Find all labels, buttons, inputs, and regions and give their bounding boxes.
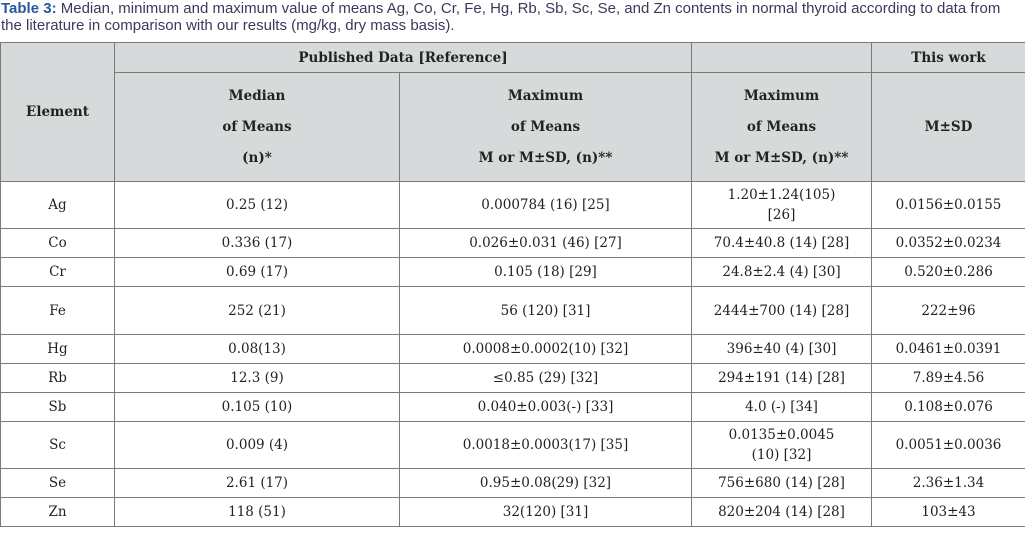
caption-label: Table 3: <box>1 0 57 17</box>
header-median-line2: of Means <box>222 118 292 135</box>
cell-element: Se <box>1 469 115 498</box>
cell-minimum: 0.000784 (16) [25] <box>400 182 692 229</box>
cell-maximum <box>692 422 872 469</box>
cell-element: Ag <box>1 182 115 229</box>
cell-element: Hg <box>1 335 115 364</box>
table-row <box>1 287 1025 335</box>
cell-maximum-line2: [26] <box>767 207 796 223</box>
table-row <box>1 469 1025 498</box>
cell-maximum: 4.0 (-) [34] <box>692 393 872 422</box>
table-row <box>1 335 1025 364</box>
header-row-columns <box>1 73 1025 182</box>
cell-this-work: 0.0156±0.0155 <box>872 182 1025 229</box>
cell-minimum: 0.0008±0.0002(10) [32] <box>400 335 692 364</box>
cell-this-work: 7.89±4.56 <box>872 364 1025 393</box>
cell-median: 0.69 (17) <box>115 258 400 287</box>
header-element: Element <box>1 43 115 182</box>
cell-median: 0.009 (4) <box>115 422 400 469</box>
cell-element: Sc <box>1 422 115 469</box>
table-caption <box>1 0 1021 34</box>
header-minimum <box>400 73 692 182</box>
cell-this-work: 0.0461±0.0391 <box>872 335 1025 364</box>
cell-minimum: ≤0.85 (29) [32] <box>400 364 692 393</box>
cell-maximum: 24.8±2.4 (4) [30] <box>692 258 872 287</box>
cell-element: Cr <box>1 258 115 287</box>
cell-median: 0.08(13) <box>115 335 400 364</box>
cell-maximum <box>692 182 872 229</box>
cell-minimum: 32(120) [31] <box>400 498 692 527</box>
cell-this-work: 2.36±1.34 <box>872 469 1025 498</box>
table-row <box>1 258 1025 287</box>
cell-this-work: 0.108±0.076 <box>872 393 1025 422</box>
header-maximum <box>692 73 872 182</box>
cell-maximum: 2444±700 (14) [28] <box>692 287 872 335</box>
thyroid-elements-table <box>0 42 1025 527</box>
cell-median: 0.25 (12) <box>115 182 400 229</box>
cell-element: Rb <box>1 364 115 393</box>
header-median-line1: Median <box>228 87 286 104</box>
cell-median: 0.336 (17) <box>115 229 400 258</box>
cell-element: Sb <box>1 393 115 422</box>
header-median-line3: (n)* <box>242 149 272 166</box>
header-this-work: This work <box>872 43 1025 73</box>
cell-median: 12.3 (9) <box>115 364 400 393</box>
cell-maximum: 294±191 (14) [28] <box>692 364 872 393</box>
cell-minimum: 0.95±0.08(29) [32] <box>400 469 692 498</box>
cell-element: Co <box>1 229 115 258</box>
cell-minimum: 0.105 (18) [29] <box>400 258 692 287</box>
header-max-line1: Maximum <box>743 87 820 104</box>
cell-maximum-line2: (10) [32] <box>751 447 812 463</box>
cell-median: 118 (51) <box>115 498 400 527</box>
cell-maximum: 756±680 (14) [28] <box>692 469 872 498</box>
cell-element: Zn <box>1 498 115 527</box>
header-this-work-msd: M±SD <box>872 73 1025 182</box>
table-row <box>1 229 1025 258</box>
header-max-line3: M or M±SD, (n)** <box>714 149 849 166</box>
table-row <box>1 498 1025 527</box>
cell-maximum: 820±204 (14) [28] <box>692 498 872 527</box>
cell-this-work: 103±43 <box>872 498 1025 527</box>
table-row <box>1 364 1025 393</box>
cell-maximum-line1: 0.0135±0.0045 <box>728 427 835 443</box>
header-max-line2: of Means <box>746 118 817 135</box>
cell-maximum: 70.4±40.8 (14) [28] <box>692 229 872 258</box>
cell-maximum: 396±40 (4) [30] <box>692 335 872 364</box>
header-published-data: Published Data [Reference] <box>115 43 692 73</box>
cell-minimum: 0.0018±0.0003(17) [35] <box>400 422 692 469</box>
header-median <box>115 73 400 182</box>
cell-minimum: 0.040±0.003(-) [33] <box>400 393 692 422</box>
cell-median: 0.105 (10) <box>115 393 400 422</box>
cell-this-work: 0.520±0.286 <box>872 258 1025 287</box>
header-blank <box>692 43 872 73</box>
table-row <box>1 393 1025 422</box>
table-row <box>1 422 1025 469</box>
cell-this-work: 0.0352±0.0234 <box>872 229 1025 258</box>
cell-maximum-line1: 1.20±1.24(105) <box>727 187 836 203</box>
caption-text: Median, minimum and maximum value of means Ag, Co, Cr, Fe, Hg, Rb, Sb, Sc, Se, and Zn contents in normal thyroid according to data from the literature in comparison with our results (mg/kg, dry mass basis). <box>1 0 1001 34</box>
cell-median: 252 (21) <box>115 287 400 335</box>
cell-element: Fe <box>1 287 115 335</box>
header-min-line2: of Means <box>510 118 581 135</box>
table-row <box>1 182 1025 229</box>
cell-minimum: 0.026±0.031 (46) [27] <box>400 229 692 258</box>
header-min-line3: M or M±SD, (n)** <box>478 149 613 166</box>
header-min-line1: Maximum <box>507 87 584 104</box>
cell-median: 2.61 (17) <box>115 469 400 498</box>
cell-this-work: 222±96 <box>872 287 1025 335</box>
header-row-groups <box>1 43 1025 73</box>
cell-this-work: 0.0051±0.0036 <box>872 422 1025 469</box>
cell-minimum: 56 (120) [31] <box>400 287 692 335</box>
